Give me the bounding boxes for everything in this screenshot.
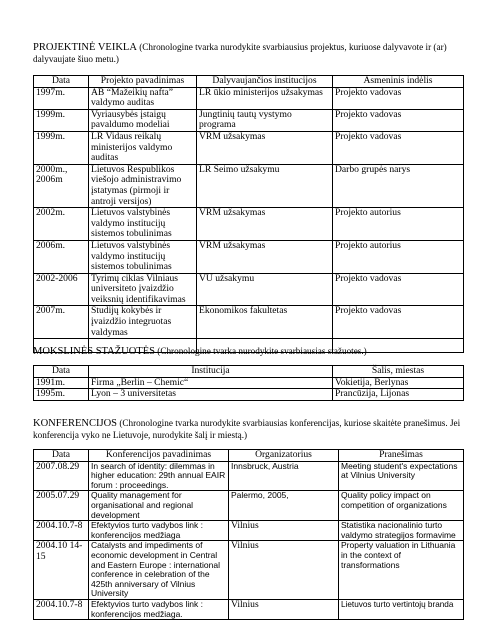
table-cell: 1995m. [34, 389, 89, 401]
table-cell: Quality management for organisational and regional development [89, 491, 229, 521]
table-cell: In search of identity: dilemmas in higher education: 29th annual EAIR forum : proceedings. [89, 461, 229, 491]
table-cell: LR Vidaus reikalų ministerijos valdymo auditas [89, 131, 197, 164]
projects-heading: PROJEKTINĖ VEIKLA [33, 42, 137, 53]
table-cell: 2004.10 14-15 [34, 541, 89, 600]
table-cell: Innsbruck, Austria [229, 461, 339, 491]
table-cell: Projekto vadovas [333, 87, 464, 109]
table-cell: Tyrimų ciklas Vilniaus universiteto įvaizdžio veiksnių identifikavimas [89, 273, 197, 306]
column-header: Asmeninis indėlis [333, 76, 464, 88]
table-cell: Firma „Berlin – Chemic“ [89, 377, 333, 389]
table-header-row [34, 366, 464, 378]
table-cell: VRM užsakymas [197, 131, 333, 164]
table-row [34, 131, 464, 164]
conferences-note: (Chronologine tvarka nurodykite svarbiausias konferencijas, kuriose skaitėte pranešimus. Jei konferencija vyko ne Lietuvoje, nurodykite šalį ir miestą.) [33, 418, 461, 440]
table-cell: Projekto autorius [333, 208, 464, 241]
conferences-section-heading [33, 418, 463, 441]
projects-section-heading [33, 42, 463, 65]
table-cell: 1991m. [34, 377, 89, 389]
table-cell: Vilnius [229, 521, 339, 541]
column-header: Konferencijos pavadinimas [89, 450, 229, 462]
table-cell: Catalysts and impediments of economic development in Central and Eastern Europe : international conference in celebration of the 425th anniversary of Vilnius University [89, 541, 229, 600]
table-cell: 2006m. [34, 240, 89, 273]
conferences-heading: KONFERENCIJOS [33, 418, 118, 429]
table-cell: Prancūzija, Lijonas [333, 389, 464, 401]
table-cell: 1997m. [34, 87, 89, 109]
table-cell: VU užsakymu [197, 273, 333, 306]
column-header: Data [34, 366, 89, 378]
column-header: Organizatorius [229, 450, 339, 462]
internships-note: (Chronologine tvarka nurodykite svarbiausias stažuotes.) [157, 346, 367, 356]
table-cell: 2002-2006 [34, 273, 89, 306]
table-cell: Lietuvos valstybinės valdymo institucijų sistemos tobulinimas [89, 240, 197, 273]
table-cell: 1999m. [34, 109, 89, 131]
table-cell: 2007m. [34, 306, 89, 339]
table-cell: Quality policy impact on competition of organizations [339, 491, 464, 521]
table-cell: 2004.10.7-8 [34, 521, 89, 541]
table-cell: Vilnius [229, 541, 339, 600]
column-header: Pranešimas [339, 450, 464, 462]
projects-table [33, 75, 464, 353]
table-cell: Lietuvos turto vertintojų branda [339, 599, 464, 619]
table-row [34, 599, 464, 619]
table-cell: Efektyvios turto vadybos link : konferencijos medžiaga. [89, 599, 229, 619]
table-cell: Projekto vadovas [333, 131, 464, 164]
table-cell: Property valuation in Lithuania in the context of transformations [339, 541, 464, 600]
table-cell: 2002m. [34, 208, 89, 241]
table-cell: Projekto autorius [333, 240, 464, 273]
table-cell: Lietuvos valstybinės valdymo institucijų sistemos tobulinimas [89, 208, 197, 241]
column-header: Data [34, 76, 89, 88]
table-cell: Vyriausybės įstaigų pavaldumo modeliai [89, 109, 197, 131]
table-cell: LR Seimo užsakymu [197, 164, 333, 207]
table-row [34, 109, 464, 131]
table-row [34, 208, 464, 241]
table-cell: Studijų kokybės ir įvaizdžio integruotas valdymas [89, 306, 197, 339]
table-cell: Vilnius [229, 599, 339, 619]
table-cell: 2007.08.29 [34, 461, 89, 491]
table-row [34, 491, 464, 521]
table-cell: Projekto vadovas [333, 109, 464, 131]
table-cell: Vokietija, Berlynas [333, 377, 464, 389]
table-cell: LR ūkio ministerijos užsakymas [197, 87, 333, 109]
table-cell: Lietuvos Respublikos viešojo administravimo įstatymas (pirmoji ir antroji versijos) [89, 164, 197, 207]
table-cell: 2004.10.7-8 [34, 599, 89, 619]
projects-note: (Chronologine tvarka nurodykite svarbiausius projektus, kuriuose dalyvavote ir (ar) dalyvaujate šiuo metu.) [33, 42, 447, 64]
table-cell: Meeting student's expectations at Vilnius University [339, 461, 464, 491]
table-cell: Darbo grupės narys [333, 164, 464, 207]
table-header-row [34, 450, 464, 462]
table-cell: 2000m., 2006m [34, 164, 89, 207]
table-header-row [34, 76, 464, 88]
table-row [34, 273, 464, 306]
table-row [34, 87, 464, 109]
table-row [34, 389, 464, 401]
table-row [34, 306, 464, 339]
table-cell: 2005.07.29 [34, 491, 89, 521]
table-cell: Lyon – 3 universitetas [89, 389, 333, 401]
internships-heading: MOKSLINĖS STAŽUOTĖS [33, 346, 155, 357]
table-cell: Projekto vadovas [333, 306, 464, 339]
table-cell: VRM užsakymas [197, 208, 333, 241]
column-header: Dalyvaujančios institucijos [197, 76, 333, 88]
internships-section-heading [33, 346, 463, 358]
table-cell: AB “Mažeikių nafta” valdymo auditas [89, 87, 197, 109]
table-row [34, 240, 464, 273]
table-cell: VRM užsakymas [197, 240, 333, 273]
table-row [34, 521, 464, 541]
column-header: Data [34, 450, 89, 462]
table-row [34, 461, 464, 491]
column-header: Šalis, miestas [333, 366, 464, 378]
table-cell: Statistika nacionalinio turto valdymo strategijos formavime [339, 521, 464, 541]
table-cell: Projekto vadovas [333, 273, 464, 306]
column-header: Institucija [89, 366, 333, 378]
table-cell: Palermo, 2005, [229, 491, 339, 521]
table-cell: 1999m. [34, 131, 89, 164]
column-header: Projekto pavadinimas [89, 76, 197, 88]
internships-table [33, 365, 464, 401]
table-cell: Ekonomikos fakultetas [197, 306, 333, 339]
table-cell: Efektyvios turto vadybos link : konferencijos medžiaga [89, 521, 229, 541]
table-cell: Jungtinių tautų vystymo programa [197, 109, 333, 131]
table-row [34, 164, 464, 207]
table-row [34, 377, 464, 389]
table-row [34, 541, 464, 600]
conferences-table [33, 449, 464, 620]
